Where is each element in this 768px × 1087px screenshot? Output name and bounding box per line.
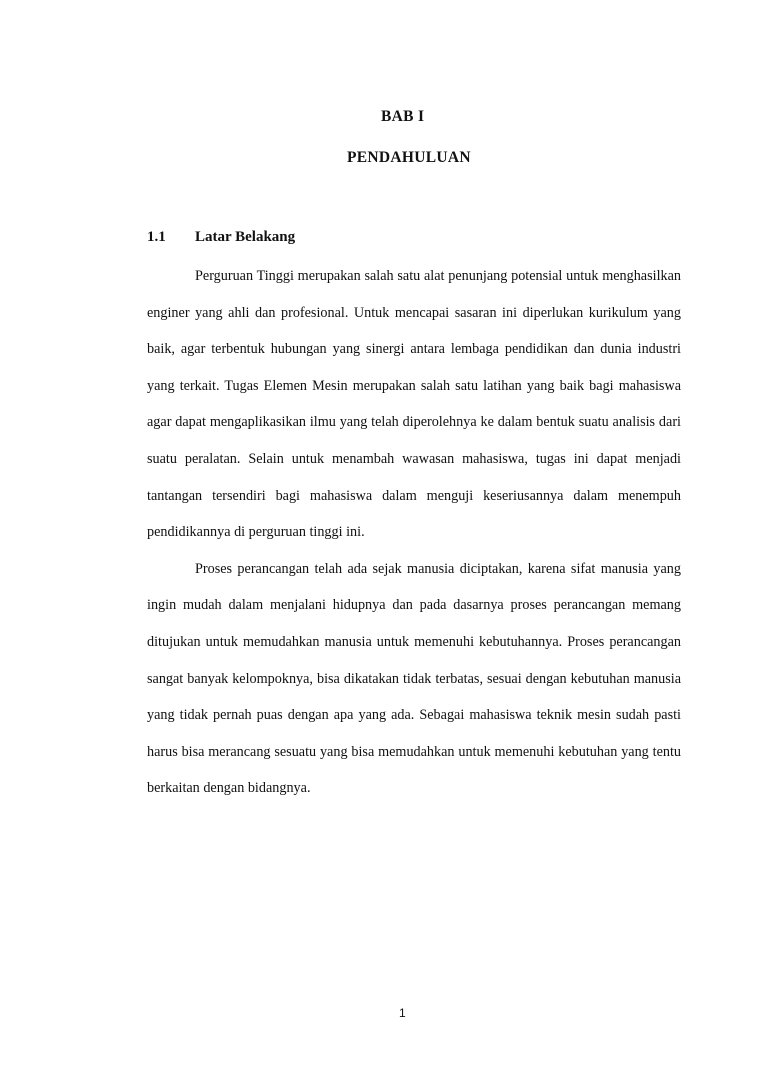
chapter-title: PENDAHULUAN (347, 149, 471, 166)
chapter-number: BAB I (381, 108, 425, 125)
section-number: 1.1 (147, 229, 166, 245)
section-heading (147, 229, 295, 246)
body-text (147, 258, 681, 807)
section-title: Latar Belakang (195, 229, 296, 245)
page-number: 1 (399, 1006, 406, 1020)
paragraph-2: Proses perancangan telah ada sejak manusia diciptakan, karena sifat manusia yang ingin mudah dalam menjalani hidupnya dan pada dasarnya proses perancangan memang ditujukan untuk memudahkan manusia untuk memenuhi kebutuhannya. Proses perancangan sangat banyak kelompoknya, bisa dikatakan tidak terbatas, sesuai dengan kebutuhan manusia yang tidak pernah puas dengan apa yang ada. Sebagai mahasiswa teknik mesin sudah pasti harus bisa merancang sesuatu yang bisa memudahkan untuk memenuhi kebutuhan yang tentu berkaitan dengan bidangnya. (147, 560, 681, 797)
paragraph-1: Perguruan Tinggi merupakan salah satu alat penunjang potensial untuk menghasilkan enginer yang ahli dan profesional. Untuk mencapai sasaran ini diperlukan kurikulum yang baik, agar terbentuk hubungan yang sinergi antara lembaga pendidikan dan dunia industri yang terkait. Tugas Elemen Mesin merupakan salah satu latihan yang baik bagi mahasiswa agar dapat mengaplikasikan ilmu yang telah diperolehnya ke dalam bentuk suatu analisis dari suatu peralatan. Selain untuk menambah wawasan mahasiswa, tugas ini dapat menjadi tantangan tersendiri bagi mahasiswa dalam menguji keseriusannya dalam menempuh pendidikannya di perguruan tinggi ini. (147, 268, 681, 541)
